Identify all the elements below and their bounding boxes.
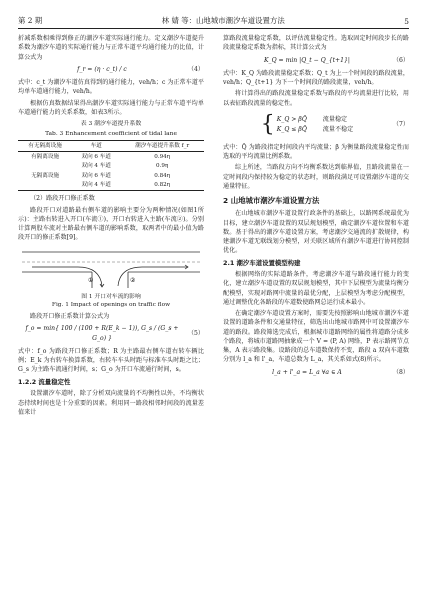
table-cell: 双向 6 车道	[81, 172, 111, 179]
issue-number: 第 2 期	[18, 16, 43, 25]
table-cell: 无隔离设施	[31, 172, 60, 179]
table-cell: 0.82η	[120, 181, 204, 191]
condition-result: 流量稳定	[322, 116, 348, 123]
flow-label-2: ②	[130, 276, 136, 284]
paragraph: 在山地城市潮汐车道设置行政条件的基础上，以路网系统最优为目标，建立潮汐车道设置的双层规划模型，确定潮汐车道位置和车道数。基于得出的潮汐车道设置方案，考虑潮汐交通流的扩散规律，构建潮汐车道无联线划分模型，对关联区域所有潮汐车道进行协同控制优化。	[223, 210, 409, 255]
paragraph: 折减系数相乘得到修正的潮汐车道实际通行能力。定义潮汐车道提升系数为潮汐车道的实际通行能力与正常车道平均通行能力的比值，计算公式为	[18, 35, 204, 61]
section-heading: 2 山地城市潮汐车道设置方法	[223, 196, 320, 205]
paragraph: 根据网络的实际道路条件，考虑潮汐车道与路段通行能力的变化，建立潮汐车道设置的双层规划模型，其中下层模型为流量均衡分配模型，实现对路网中流量的最优分配，上层模型为考虑分配模型，通过调整优化各路段的车道数使路网总运行成本最小。	[223, 271, 409, 306]
right-column	[223, 34, 409, 381]
paragraph: 式中：c_t 为潮汐车道仿真得到的通行能力，veh/h；c 为正常车道平均单车道通行能力，veh/h。	[18, 79, 204, 96]
table-cell: 有隔离设施	[31, 153, 60, 160]
table-cell: 双向 4 车道	[81, 163, 111, 170]
subsection-heading: 2.1 潮汐车道设置模型构建	[223, 258, 301, 267]
paragraph: 路段开口对道路最右侧车道的影响主要分为两种情况(如图1所示)：主路右转进入开口(车流①)，开口右转进入主路(车流②)。分别计算两股车流对主路最右侧车道的影响系数，取两者中的最小值为路段开口的修正系数[9]。	[18, 206, 204, 242]
equation-body: l_a + l'_a = L_a ∀a ∈ A	[272, 368, 342, 376]
table-cell: 0.84η	[154, 172, 171, 179]
equation-body: f_r = (η · c_t) / c	[77, 65, 127, 73]
paragraph: 式中：Q̄ 为路段指定时间段内平均流量；β 为衡量路段流量稳定性而选取的平均流量比例系数。	[223, 143, 409, 160]
paragraph: 根据仿真数据结果得出潮汐车道实际通行能力与正常车道平均单车道通行能力的关系系数，如表3所示。	[18, 99, 204, 116]
running-header	[18, 10, 409, 29]
table-header-cell: 有无隔离设施	[18, 140, 72, 152]
equation-8	[223, 368, 409, 377]
table-header-cell: 潮汐车道提升系数 f_r	[120, 140, 204, 152]
figure-caption-cn: 图 1 开口对车流的影响	[81, 293, 141, 300]
flow-label-1: ①	[88, 276, 94, 284]
table-cell	[18, 162, 72, 172]
paragraph: 设置潮汐车道时，除了分析双向流量的不均衡性以外，不均衡状态持续时间也是十分重要的因素。利用同一路段相邻时间段的流量差值来计	[18, 390, 204, 416]
equation-7	[223, 111, 409, 139]
table-cell: 双向 4 车道	[72, 181, 120, 191]
equation-body: K_Q = min |Q_t − Q_{t+1}|	[264, 56, 350, 64]
piecewise-condition	[223, 111, 391, 137]
figure-1	[18, 246, 204, 309]
intersection-diagram	[18, 246, 204, 290]
left-column	[18, 34, 204, 419]
paragraph: 式中：f_o 为路段开口修正系数；R 为主路最右侧车道右转车辆比例；E_k 为右转车换算系数，右转车车头时距与标准车头时距之比；G_s 为主路车流通行时间，s；G_o 为开口车流通行时间，s。	[18, 347, 204, 374]
table-row	[18, 162, 204, 172]
equation-4	[18, 65, 204, 74]
equation-body: f_o = min{ 100 / (100 + R(E_k − 1)), G_s / (G_s + G_o) }	[25, 325, 179, 342]
table-row	[18, 152, 204, 162]
condition-expr: K_Q ≤ βQ̄	[276, 125, 307, 133]
paragraph: 算路段流量稳定系数，以评估流量稳定性。选取固定时间段步长的路段流量稳定系数为指标，其计算公式为	[223, 35, 409, 52]
paragraph: 综上所述，当路段方向不均衡系数达到临界值，且路段流量在一定时间段内保持较为稳定的状态时，则路段满足可设置潮汐车道的交通量特征。	[223, 164, 409, 190]
condition-row	[277, 125, 354, 135]
table-caption-cn: 表 3 潮汐车道提升系数	[80, 121, 142, 127]
table-cell: 双向 6 车道	[81, 153, 111, 160]
figure-caption-en: Fig. 1 Impact of openings on traffic flow	[51, 302, 171, 309]
condition-result: 流量不稳定	[322, 125, 354, 133]
equation-number: （5）	[187, 330, 204, 338]
paragraph: 在确定潮汐车道设置方案时，需要先按照影响山地城市潮汐车道设置的道路条件和交通量特征，筛选出山地城市路网中可设置潮汐车道的路段。路段筛选完成后，根据城市道路网络的属性将道路分成多个路段，将城市道路网抽象成一个 V = (P, A) 网络，P 表示路网节点集，A 表示路段集。设路段的总车道数保持不变，路段 a 双向车道数分别为 l_a 和 l'_a，车道总数为 L_a，其关系如式(8)所示。	[223, 310, 409, 364]
equation-number: （6）	[392, 56, 409, 64]
table-header-cell: 车道	[72, 140, 120, 152]
table-header-row	[18, 140, 204, 152]
paragraph: 式中：K_Q 为路段流量稳定系数；Q_t 为上一个时间段的路段流量，veh/h；Q_{t+1} 为下一个时间段的路段流量，veh/h。	[223, 69, 409, 86]
running-title: 林 婧 等：山地城市潮汐车道设置方法	[161, 16, 285, 25]
equation-number: （8）	[392, 368, 409, 376]
table-cell	[18, 181, 72, 191]
equation-5	[18, 324, 204, 343]
subsection-heading: 1.2.2 流量稳定性	[18, 377, 71, 386]
paragraph: （2）路段开口修正系数	[30, 195, 95, 203]
page-number: 5	[404, 17, 409, 26]
equation-number: （4）	[187, 65, 204, 73]
paragraph: 将计算得出的路段流量稳定系数与路段的平均流量进行比较，用以表征路段流量的稳定性。	[223, 90, 409, 107]
data-table	[18, 140, 204, 192]
table-row	[18, 171, 204, 181]
table-row	[18, 181, 204, 191]
equation-number: （7）	[392, 121, 409, 129]
condition-expr: K_Q > βQ̄	[276, 116, 307, 123]
table-cell: 0.9η	[156, 163, 169, 170]
table-caption-en: Tab. 3 Enhancement coefficient of tidal lane	[45, 130, 177, 137]
paragraph: 路段开口修正系数计算公式为	[30, 313, 110, 321]
condition-row	[277, 115, 354, 125]
table-cell: 0.94η	[154, 153, 171, 160]
equation-6	[223, 56, 409, 65]
brace-symbol: {	[260, 111, 275, 137]
